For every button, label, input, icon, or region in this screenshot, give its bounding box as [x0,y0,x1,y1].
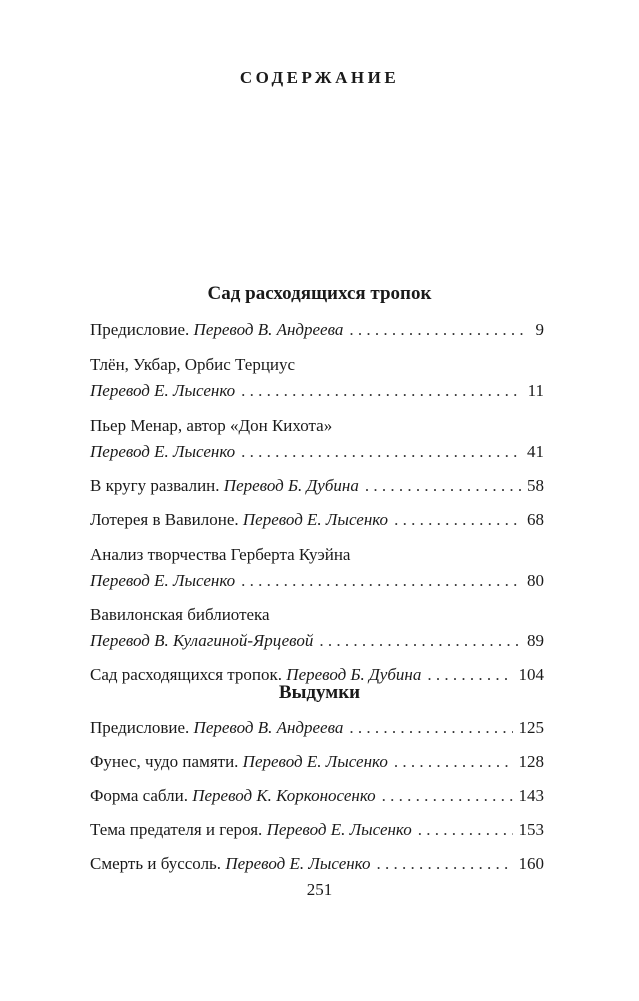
entry-title: Вавилонская библиотека [90,605,270,624]
toc-section-1 [90,317,544,688]
dot-leader [394,749,513,775]
entry-translator: Перевод В. Кулагиной-Ярцевой [90,631,314,650]
entry-translator: Перевод Е. Лысенко [90,571,236,590]
dot-leader [241,439,521,465]
entry-translator: Перевод Е. Лысенко [225,854,371,873]
page-number: 251 [306,880,333,899]
entry-page-number: 68 [527,510,544,529]
entry-page-number: 153 [518,820,544,839]
dot-leader [319,628,521,654]
entry-title: Фунес, чудо памяти. [90,752,239,771]
entry-page-number: 41 [527,442,544,461]
entry-title: Форма сабли. [90,786,188,805]
entry-title: Тема предателя и героя. [90,820,263,839]
page-title: СОДЕРЖАНИЕ [239,68,400,87]
entry-page-number: 9 [535,320,544,339]
dot-leader [365,473,521,499]
entry-page-number: 11 [527,381,544,400]
entry-title: Сад расходящихся тропок. [90,665,283,684]
entry-translator: Перевод К. Корконосенко [192,786,376,805]
toc-entry[interactable] [90,542,544,594]
entry-page-number: 80 [527,571,544,590]
entry-page-number: 160 [518,854,544,873]
toc-entry[interactable] [90,715,544,741]
dot-leader [418,817,513,843]
dot-leader [241,378,521,404]
dot-leader [349,317,524,343]
entry-title: Смерть и буссоль. [90,854,222,873]
entry-translator: Перевод Е. Лысенко [266,820,412,839]
entry-translator: Перевод Б. Дубина [223,476,359,495]
entry-translator: Перевод В. Андреева [193,320,344,339]
entry-translator: Перевод В. Андреева [193,718,344,737]
toc-entry[interactable] [90,507,544,533]
entry-translator: Перевод Е. Лысенко [242,510,389,529]
section-title: Выдумки [278,682,361,703]
entry-title: Предисловие. [90,718,190,737]
entry-page-number: 89 [527,631,544,650]
entry-translator: Перевод Е. Лысенко [242,752,388,771]
entry-translator: Перевод Е. Лысенко [90,442,236,461]
entry-title: Тлён, Укбар, Орбис Терциус [90,355,296,374]
toc-entry[interactable] [90,851,544,877]
entry-title: Предисловие. [90,320,190,339]
toc-entry[interactable] [90,817,544,843]
dot-leader [349,715,512,741]
toc-entry[interactable] [90,413,544,465]
entry-page-number: 143 [518,786,544,805]
entry-page-number: 128 [518,752,544,771]
entry-translator: Перевод Е. Лысенко [90,381,236,400]
dot-leader [241,568,521,594]
toc-entry[interactable] [90,602,544,654]
entry-page-number: 58 [527,476,544,495]
dot-leader [376,851,512,877]
dot-leader [394,507,521,533]
entry-title: В кругу развалин. [90,476,220,495]
entry-page-number: 104 [518,665,544,684]
toc-entry[interactable] [90,473,544,499]
toc-entry[interactable] [90,783,544,809]
entry-page-number: 125 [518,718,544,737]
toc-entry[interactable] [90,352,544,404]
toc-entry[interactable] [90,317,544,343]
toc-section-2 [90,715,544,877]
toc-entry[interactable] [90,749,544,775]
entry-title: Пьер Менар, автор «Дон Кихота» [90,416,333,435]
entry-title: Лотерея в Вавилоне. [90,510,239,529]
entry-title: Анализ творчества Герберта Куэйна [90,545,351,564]
section-title: Сад расходящихся тропок [207,283,432,304]
dot-leader [382,783,513,809]
entry-translator: Перевод Б. Дубина [286,665,422,684]
